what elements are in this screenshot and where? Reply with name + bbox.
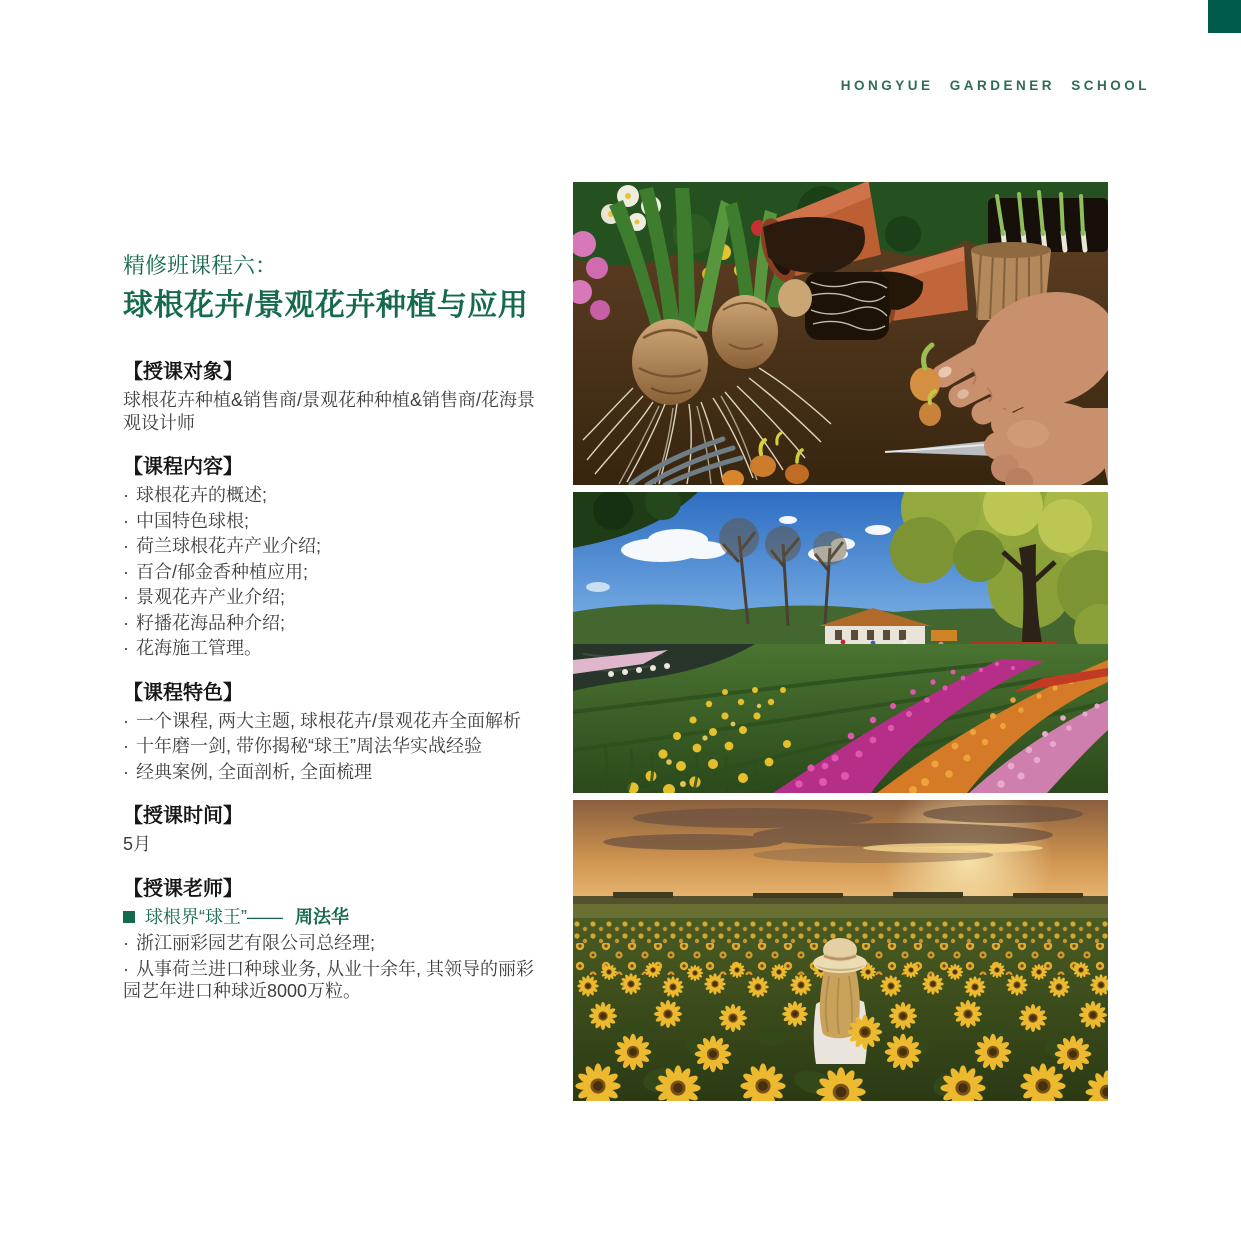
square-bullet-icon xyxy=(123,911,135,923)
bullet-item xyxy=(123,761,535,784)
bullet-item xyxy=(123,612,535,635)
bullet-item xyxy=(123,561,535,584)
corner-accent-block xyxy=(1208,0,1241,33)
bullet-text: 一个课程, 两大主题, 球根花卉/景观花卉全面解析 xyxy=(136,710,522,731)
bullet-marker: · xyxy=(123,638,129,658)
bullet-marker: · xyxy=(123,587,129,607)
bullet-item xyxy=(123,637,535,660)
bullet-item xyxy=(123,484,535,507)
bullet-item xyxy=(123,535,535,558)
sunflower-field-illustration xyxy=(573,800,1108,1101)
bullet-text: 花海施工管理。 xyxy=(136,638,262,658)
bullet-item xyxy=(123,586,535,609)
course-kicker: 精修班课程六： xyxy=(123,253,278,278)
section-heading-features: 【课程特色】 xyxy=(123,681,243,704)
audience-text: 球根花卉种植&销售商/景观花种种植&销售商/花海景观设计师 xyxy=(123,390,536,433)
bullet-item xyxy=(123,710,535,733)
bullet-marker: · xyxy=(123,736,129,756)
section-heading-content: 【课程内容】 xyxy=(123,456,243,478)
bullet-text: 景观花卉产业介绍; xyxy=(136,587,286,607)
teacher-bullet-list xyxy=(123,932,535,1003)
bullet-text: 十年磨一剑, 带你揭秘“球王”周法华实战经验 xyxy=(136,736,482,756)
article-column xyxy=(123,252,535,1006)
bullet-text: 籽播花海品种介绍; xyxy=(136,612,286,633)
bullet-marker: · xyxy=(123,761,129,782)
bullet-text: 球根花卉的概述; xyxy=(136,485,268,505)
bullet-marker: · xyxy=(123,510,129,531)
content-bullet-list xyxy=(123,484,535,660)
bullet-marker: · xyxy=(123,561,129,582)
bullet-item xyxy=(123,932,535,955)
teacher-headline xyxy=(123,906,535,929)
bulb-planting-illustration xyxy=(573,182,1108,485)
bulb-planting-photo xyxy=(573,182,1108,485)
bullet-marker: · xyxy=(123,958,129,979)
bullet-item xyxy=(123,510,535,533)
bullet-marker: · xyxy=(123,536,129,556)
photo-column xyxy=(573,182,1108,1108)
bullet-text: 百合/郁金香种植应用; xyxy=(136,561,309,582)
bullet-text: 经典案例, 全面剖析, 全面梳理 xyxy=(136,761,373,782)
page-title: 球根花卉/景观花卉种植与应用 xyxy=(123,288,529,322)
tulip-garden-illustration xyxy=(573,492,1108,793)
bullet-item xyxy=(123,735,535,758)
section-heading-schedule: 【授课时间】 xyxy=(123,805,243,827)
section-heading-audience: 【授课对象】 xyxy=(123,361,243,383)
bullet-text: 中国特色球根; xyxy=(136,510,250,531)
features-bullet-list xyxy=(123,710,535,784)
bullet-marker: · xyxy=(123,485,129,505)
schedule-text: 5月 xyxy=(123,834,152,854)
bullet-marker: · xyxy=(123,612,129,633)
section-heading-teacher: 【授课老师】 xyxy=(123,877,243,900)
bullet-text: 荷兰球根花卉产业介绍; xyxy=(136,536,321,556)
bullet-text: 从事荷兰进口种球业务, 从业十余年, 其领导的丽彩园艺年进口种球近8000万粒。 xyxy=(123,958,535,1001)
teacher-name: 周法华 xyxy=(295,906,349,927)
bullet-marker: · xyxy=(123,710,129,731)
bullet-marker: · xyxy=(123,933,129,953)
brand-wordmark: HONGYUE GARDENER SCHOOL xyxy=(840,78,1150,93)
teacher-headline-prefix: 球根界“球王”—— xyxy=(145,906,283,927)
tulip-garden-photo xyxy=(573,492,1108,793)
bullet-text: 浙江丽彩园艺有限公司总经理; xyxy=(136,933,375,953)
sunflower-field-photo xyxy=(573,800,1108,1101)
bullet-item xyxy=(123,958,535,1003)
